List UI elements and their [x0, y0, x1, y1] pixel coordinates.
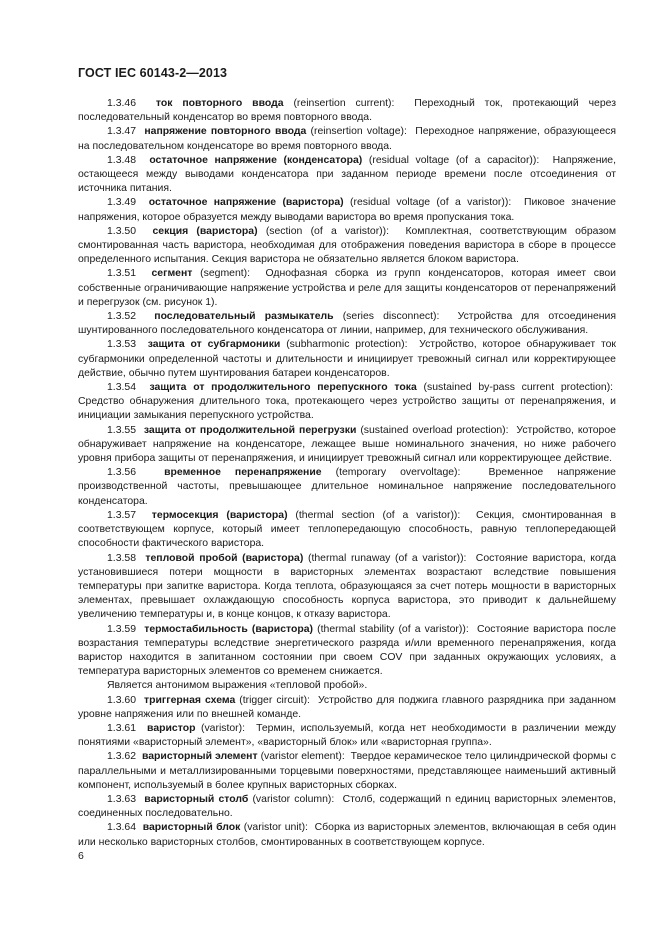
entry-english-term: (varistor unit):: [243, 822, 308, 834]
definition-entry: [78, 694, 616, 722]
entry-term: остаточное напряжение (конденсатора): [149, 154, 363, 166]
definition-entry: [78, 225, 616, 268]
entry-english-term: (thermal section (of a varistor)):: [295, 509, 461, 521]
document-body: [78, 97, 616, 850]
definition-entry: [78, 821, 616, 849]
definition-entry: [78, 793, 616, 821]
entry-term: варисторный блок: [142, 822, 241, 834]
entry-term: остаточное напряжение (варистора): [148, 197, 344, 209]
entry-number: 1.3.56: [107, 467, 137, 479]
entry-number: 1.3.63: [107, 793, 137, 805]
entry-definition: Временное напряжение производственной частоты, превышающее длительное номинальное напряжение последовательного конденсатора.: [78, 467, 616, 507]
entry-definition: Устройство для поджига главного разрядника при заданном уровне напряжения или по внешней команде.: [78, 694, 616, 720]
entry-definition: Твердое керамическое тело цилиндрической формы с параллельными и металлизированными торцевыми поверхностями, представляющее наименьший активный компонент, используемый в более крупных варисторных сборках.: [78, 751, 616, 791]
entry-english-term: (reinsertion voltage):: [310, 126, 407, 138]
entry-term: триггерная схема: [144, 694, 236, 706]
definition-entry: [78, 466, 616, 509]
entry-number: 1.3.51: [107, 268, 137, 280]
entry-term: напряжение повторного ввода: [144, 126, 307, 138]
entry-english-term: (trigger circuit):: [239, 694, 310, 706]
page-header: ГОСТ IEC 60143-2—2013: [78, 66, 228, 80]
definition-entry: [78, 267, 616, 310]
definition-entry: [78, 722, 616, 750]
entry-number: 1.3.46: [107, 98, 137, 109]
entry-number: 1.3.54: [107, 382, 137, 394]
definition-entry: [78, 679, 616, 693]
entry-term: ток повторного ввода: [155, 98, 284, 109]
entry-english-term: (segment):: [200, 268, 251, 280]
definition-entry: [78, 125, 616, 153]
entry-number: 1.3.48: [107, 154, 137, 166]
entry-definition: Устройство, которое обнаруживает напряжение на конденсаторе, лежащее выше номинального значения, но ниже рабочего уровня прибора защиты от перенапряжения, и инициирует тревожный сигнал или корректирующее действие.: [78, 424, 616, 465]
entry-definition: Состояние варистора, когда установившиеся потери мощности в варисторных элементах возрастают вследствие повышения температуры при запитке варистора. Когда теплота, образующаяся за счет потерь мощности в варисторных элементах, превышает охлаждающую способность корпуса варистора, это приводит к дальнейшему увеличению температуры и, в конце концов, к отказу варистора.: [78, 552, 616, 621]
entry-definition: Комплектная, соответствующим образом смонтированная часть варистора, необходимая для отображения поведения варистора в сборе в процессе определенного испытания. Секция варистора не обязательно является блоком варистора.: [78, 225, 616, 266]
entry-term: защита от субгармоники: [147, 339, 281, 351]
entry-term: тепловой пробой (варистора): [145, 552, 304, 564]
entry-term: варисторный столб: [144, 793, 249, 805]
entry-english-term: (thermal stability (of a varistor)):: [317, 623, 469, 635]
entry-definition: Пиковое значение напряжения, которое образуется между выводами варистора во время пропускания тока.: [78, 197, 616, 223]
entry-english-term: (subharmonic protection):: [286, 339, 408, 351]
entry-term: секция (варистора): [152, 225, 258, 237]
entry-number: 1.3.62: [107, 751, 137, 763]
entry-definition: Переходное напряжение, образующееся на последовательном конденсаторе во время повторного ввода.: [78, 126, 616, 152]
entry-term: защита от продолжительного перепускного тока: [149, 382, 417, 394]
entry-definition: Устройства для отсоединения шунтированного последовательного конденсатора от линии, например, для технического обслуживания.: [78, 311, 617, 337]
entry-english-term: (varistor element):: [260, 751, 345, 763]
entry-english-term: (sustained overload protection):: [360, 424, 509, 436]
entry-definition: Сборка из варисторных элементов, включающая в себя один или несколько варисторных столбов, смонтированных в соответствующем корпусе.: [78, 822, 616, 848]
entry-term: сегмент: [151, 268, 193, 280]
entry-english-term: (thermal runaway (of a varistor)):: [308, 552, 467, 564]
definition-entry: [78, 154, 616, 197]
entry-definition: Устройство, которое обнаруживает ток субгармоники определенной частоты и длительности и инициирует тревожный сигнал или корректирующее действие, обычно путем шунтирования батареи конденсаторов.: [78, 339, 616, 379]
entry-number: 1.3.61: [107, 722, 137, 734]
entry-term: последовательный размыкатель: [154, 311, 334, 323]
entry-english-term: (temporary overvoltage):: [335, 467, 461, 479]
entry-term: термосекция (варистора): [151, 509, 288, 521]
definition-entry: [78, 381, 616, 424]
entry-number: 1.3.50: [107, 225, 137, 237]
entry-number: 1.3.59: [107, 623, 137, 635]
entry-term: варистор: [147, 722, 196, 734]
entry-english-term: (series disconnect):: [342, 311, 440, 323]
entry-english-term: (reinsertion current):: [293, 98, 395, 109]
entry-term: термостабильность (варистора): [144, 623, 314, 635]
entry-definition: Однофазная сборка из групп конденсаторов, которая имеет свои собственные ограничивающие напряжение устройства и реле для защиты конденсаторов от перенапряжений и перегрузок (см. рисунок 1).: [78, 268, 617, 308]
definition-entry: [78, 310, 616, 338]
definition-entry: [78, 509, 616, 552]
entry-definition: Состояние варистора после возрастания температуры вследствие энергетического разряда и/или временного перенапряжения, когда варистор находится в запитанном состоянии при своем COV при заданных окружающих условиях, а температура варисторных элементов со временем снижается.: [78, 623, 617, 678]
entry-number: 1.3.53: [107, 339, 137, 351]
definition-entry: [78, 552, 616, 623]
entry-definition: Столб, содержащий n единиц варисторных элементов, соединенных последовательно.: [78, 793, 616, 820]
entry-number: 1.3.58: [107, 552, 137, 564]
definition-entry: [78, 338, 616, 381]
entry-definition: Термин, используемый, когда нет необходимости в различении между понятиями «варисторный элемент», «варисторный блок» или «варисторная группа».: [78, 722, 617, 749]
entry-number: 1.3.64: [107, 822, 137, 834]
entry-term: временное перенапряжение: [164, 467, 322, 479]
entry-english-term: (sustained by-pass current protection):: [423, 382, 614, 394]
entry-english-term: (varistor column):: [252, 793, 335, 805]
entry-english-term: (section (of a varistor)):: [265, 225, 390, 237]
entry-english-term: (residual voltage (of a capacitor)):: [368, 154, 540, 166]
entry-number: 1.3.60: [107, 694, 137, 706]
entry-term: защита от продолжительной перегрузки: [143, 424, 357, 436]
definition-entry: [78, 750, 616, 793]
entry-definition: Напряжение, остающееся между выводами конденсатора при заданном периоде времени после отсоединения от источника питания.: [78, 154, 616, 195]
entry-definition: Является антонимом выражения «тепловой пробой».: [107, 680, 368, 692]
entry-english-term: (varistor):: [200, 722, 246, 734]
definition-entry: [78, 97, 616, 125]
page-number: 6: [78, 850, 84, 862]
definition-entry: [78, 424, 616, 467]
entry-number: 1.3.55: [107, 424, 137, 436]
entry-definition: Секция, смонтированная в соответствующем корпусе, который имеет теплопередающую способность, равную теплопередающей способности фактического варистора.: [78, 509, 616, 550]
entry-number: 1.3.52: [107, 311, 137, 323]
entry-definition: Средство обнаружения длительного тока, протекающего через устройство защиты от перенапряжения, и инициации замыкания перепускного устройства.: [78, 396, 616, 422]
entry-english-term: (residual voltage (of a varistor)):: [350, 197, 512, 209]
entry-term: варисторный элемент: [141, 751, 258, 763]
entry-number: 1.3.49: [107, 197, 137, 209]
definition-entry: [78, 623, 616, 680]
definition-entry: [78, 196, 616, 224]
entry-number: 1.3.57: [107, 509, 137, 521]
entry-definition: Переходный ток, протекающий через последовательный конденсатор во время повторного ввода.: [78, 98, 616, 124]
entry-number: 1.3.47: [107, 126, 137, 138]
